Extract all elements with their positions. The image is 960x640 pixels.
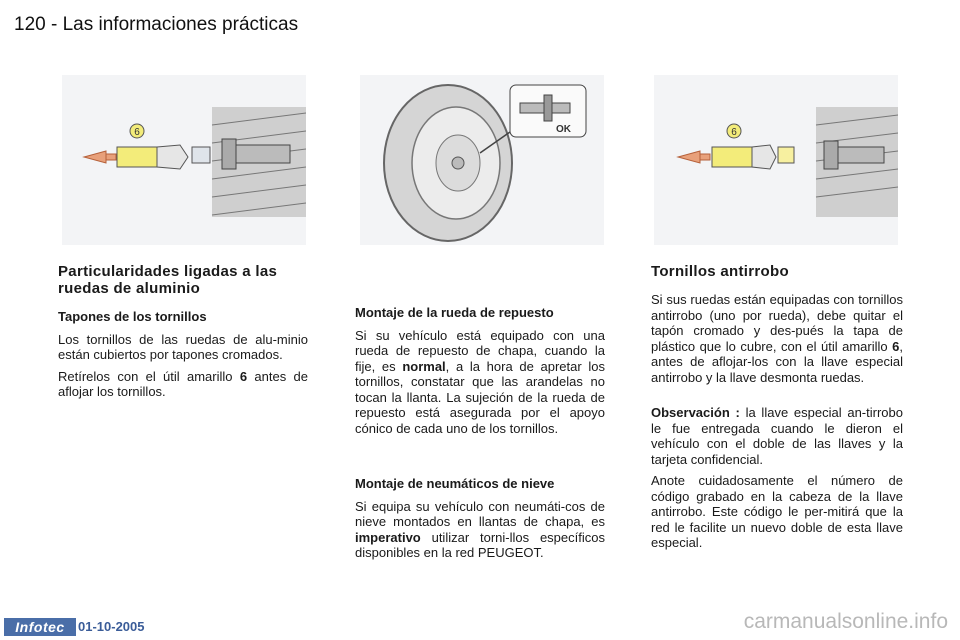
illustration-chrome-cap-removal (62, 75, 306, 245)
tool-number: 6 (239, 368, 248, 384)
infotec-logo: Infotec (4, 618, 76, 636)
left-column (58, 263, 308, 406)
para-antitheft-bolts: Si sus ruedas están equipadas con tornillos antirrobo (uno por rueda), debe quitar el tapón cromado y des-pués la tapa de plástico que lo cubre, con el útil amarillo 6, antes de aflojar-los con la llave especial antirrobo y la llave desmonta ruedas. (651, 292, 903, 385)
watermark: carmanualsonline.info (743, 610, 948, 633)
middle-column (355, 305, 605, 567)
para-observation: Observación : la llave especial an-tirrobo le fue entregada cuando le dieron el vehículo con el doble de las llaves y la tarjeta confidencial. (651, 405, 903, 467)
illustration-antitheft-bolt (654, 75, 898, 245)
antitheft-bolt-drawing (654, 75, 898, 245)
right-callout-number: 6 (731, 127, 737, 138)
cap-removal-drawing (62, 75, 306, 245)
left-callout-number: 6 (134, 127, 140, 138)
right-column (651, 263, 903, 557)
para-remove-caps: Retírelos con el útil amarillo 6 antes de aflojar los tornillos. (58, 368, 308, 399)
header-separator: - (50, 14, 58, 35)
subheading-snow-tyres: Montaje de neumáticos de nieve (355, 476, 555, 491)
observation-label: Observación : (651, 405, 740, 420)
subheading-bolt-caps: Tapones de los tornillos (58, 309, 207, 324)
subheading-spare-wheel: Montaje de la rueda de repuesto (355, 305, 554, 320)
spare-wheel-drawing (360, 75, 604, 245)
page-title: Las informaciones prácticas (62, 14, 299, 35)
page-number: 120 (14, 14, 46, 35)
para-snow-tyres: Si equipa su vehículo con neumáti-cos de nieve montados en llantas de chapa, es imperativo utilizar torni-llos específicos disponibles en la red PEUGEOT. (355, 498, 605, 560)
para-spare-wheel: Si su vehículo está equipado con una rueda de repuesto de chapa, cuando la fije, es normal, a la hora de apretar los tornillos, constatar que las arandelas no tocan la llanta. La sujeción de la rueda de repuesto está asegurada por el apoyo cónico de cada uno de los tornillos. (355, 327, 605, 436)
page-header (14, 14, 298, 36)
para-code-note: Anote cuidadosamente el número de código grabado en la cabeza de la llave antirrobo. Este código le per-mitirá que la red le facilite un nuevo doble de esta llave especial. (651, 473, 903, 550)
heading-aluminium-wheels: Particularidades ligadas a las ruedas de aluminio (58, 263, 278, 297)
ok-mark: OK (556, 124, 571, 135)
footer-date: 01-10-2005 (78, 619, 145, 634)
para-bolt-caps: Los tornillos de las ruedas de alu-minio están cubiertos por tapones cromados. (58, 331, 308, 362)
illustration-spare-wheel (360, 75, 604, 245)
heading-antitheft-bolts: Tornillos antirrobo (651, 263, 789, 280)
